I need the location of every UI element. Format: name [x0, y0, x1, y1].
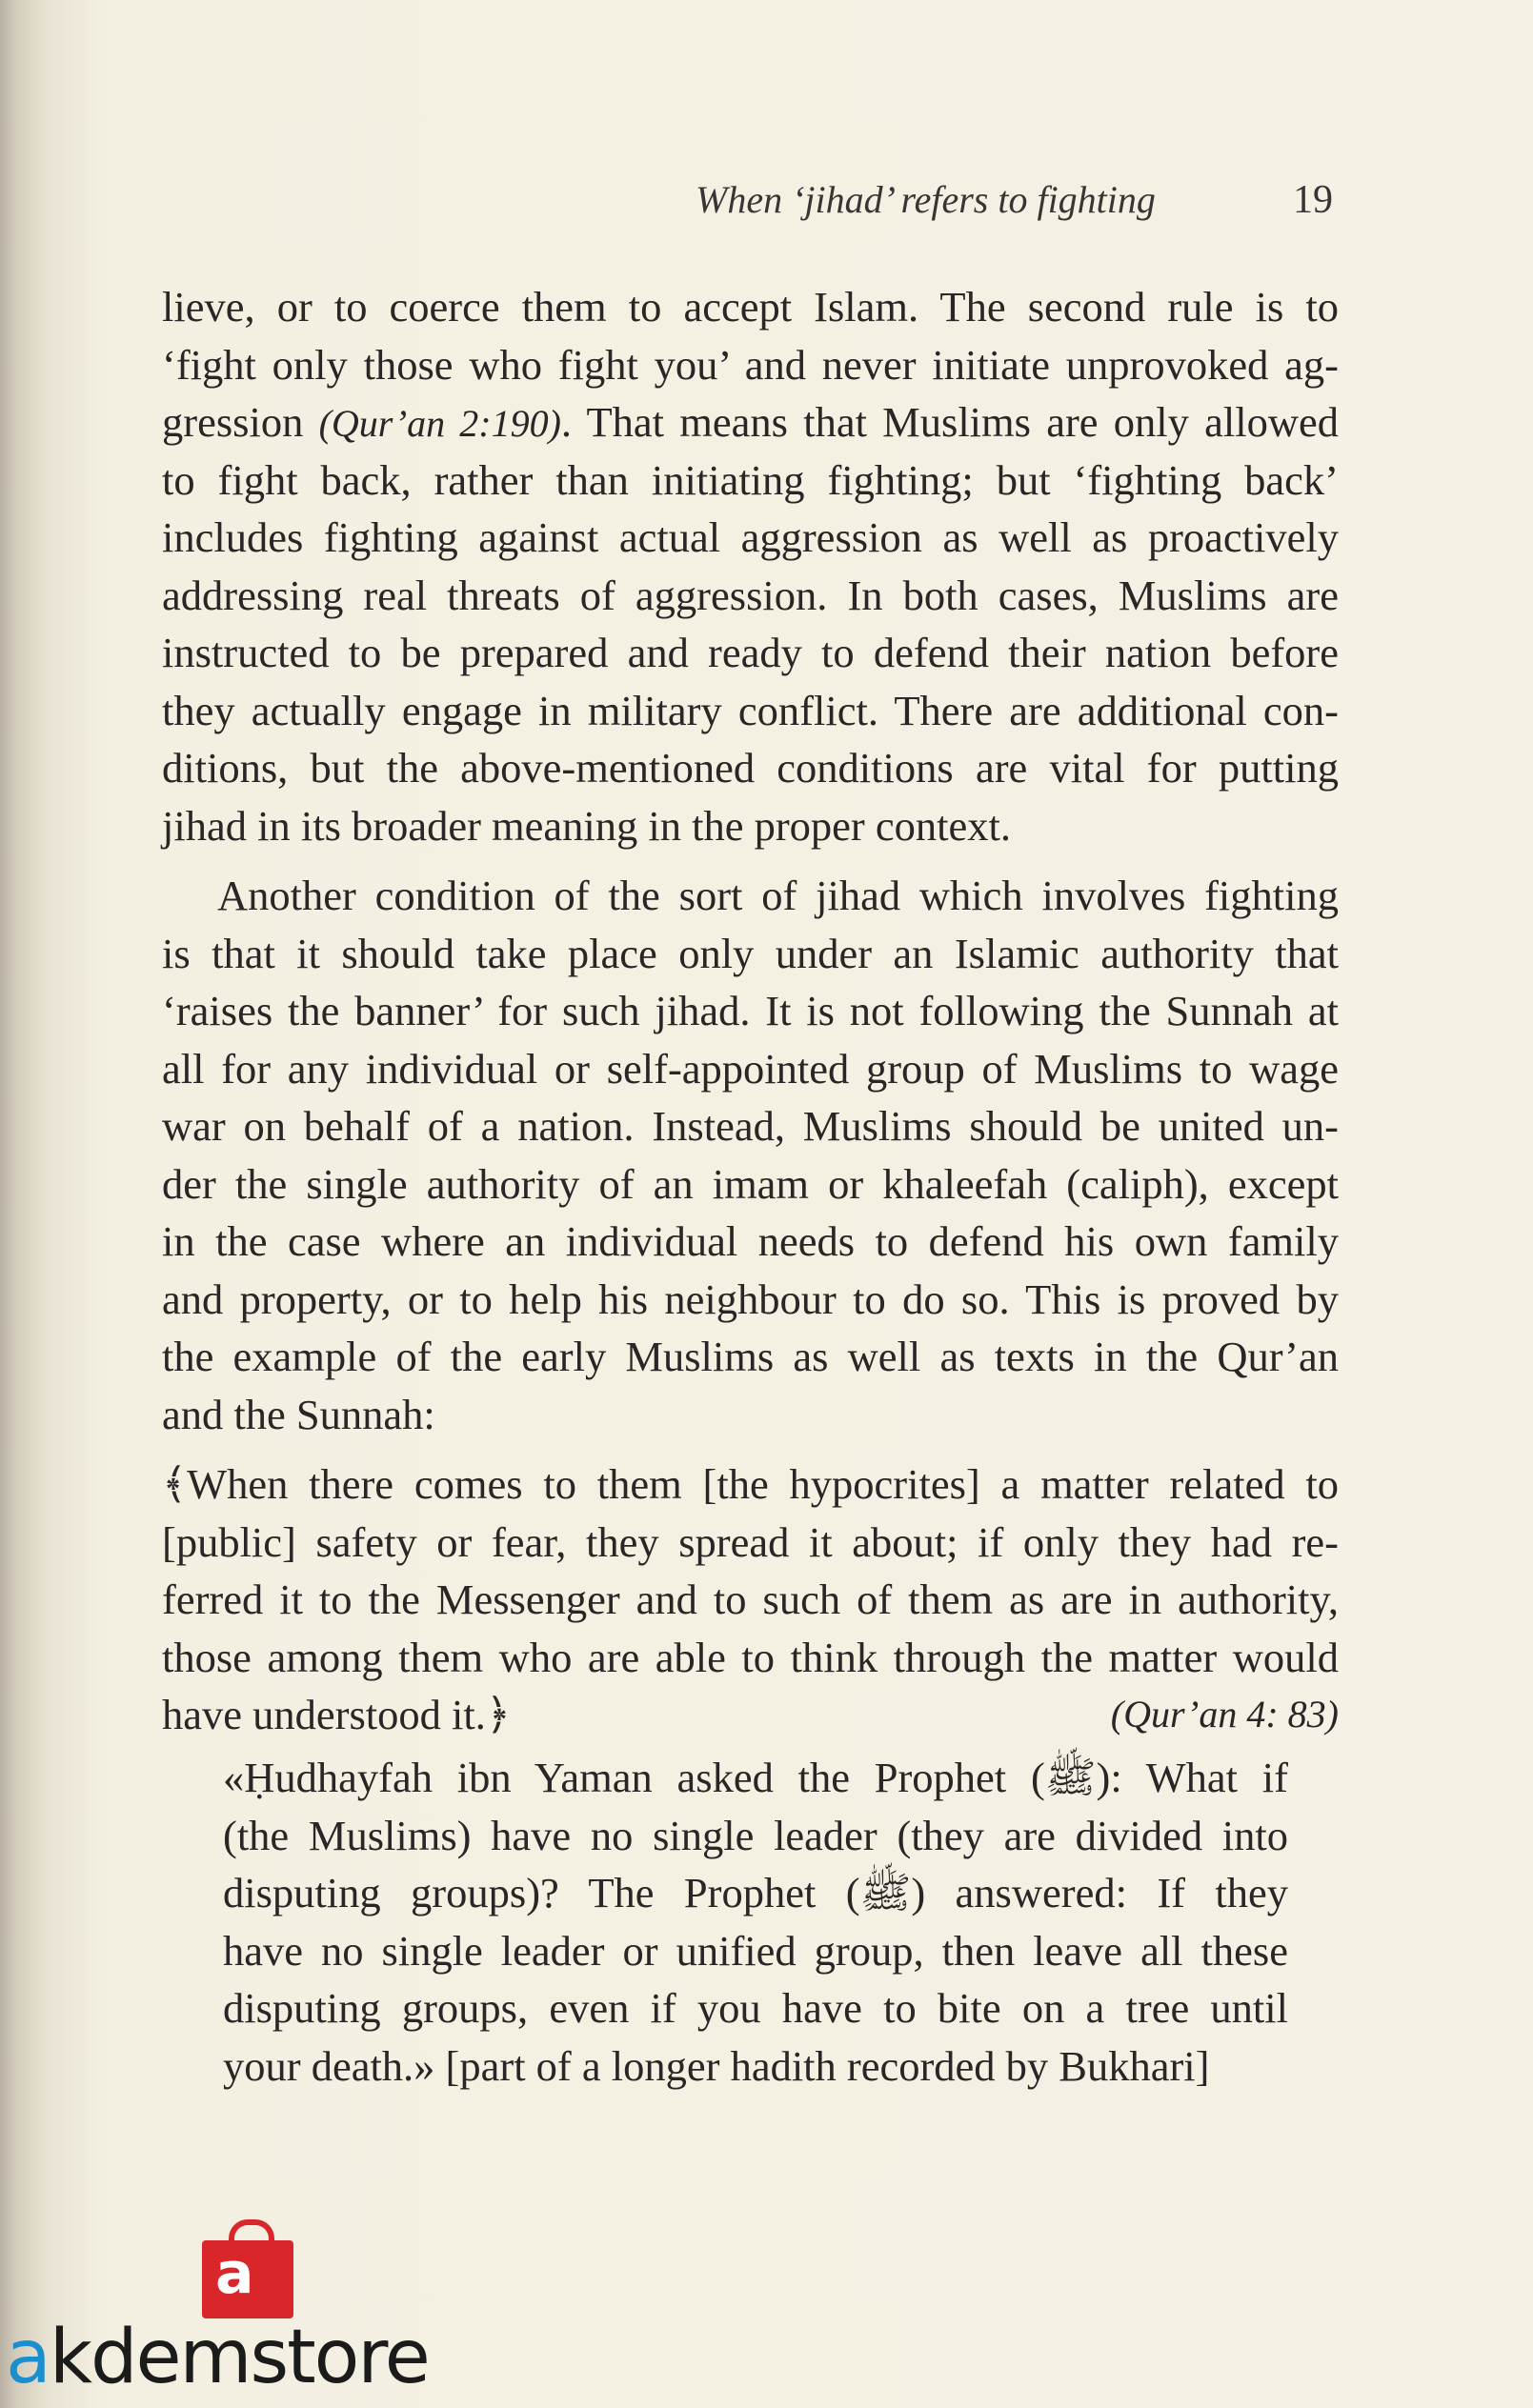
text-line: and property, or to help his neighbour to do so. This is proved by [162, 1274, 1339, 1323]
quran-quote-line: ferred it to the Messenger and to such of them as are in authority, [162, 1575, 1339, 1623]
quran-quote-line: [public] safety or fear, they spread it about; if only they had re- [162, 1517, 1339, 1566]
akdemstore-logo [0, 2210, 514, 2408]
text-line: jihad in its broader meaning in the proper context. [162, 801, 1011, 850]
quran-quote-line: those among them who are able to think through the matter would [162, 1633, 1339, 1681]
quran-quote-line: ﴾When there comes to them [the hypocrites] a matter related to [162, 1460, 1339, 1508]
hadith-quote [223, 1749, 1288, 2095]
inline-citation: (Qur’an 2:190) [318, 402, 561, 445]
page-number: 19 [1293, 178, 1333, 222]
shopping-bag-icon: a [202, 2219, 293, 2318]
text-line: lieve, or to coerce them to accept Islam. The second rule is to [162, 283, 1339, 331]
text-line: is that it should take place only under an Islamic authority that [162, 929, 1339, 977]
running-head [0, 177, 1533, 234]
text-line: Another condition of the sort of jihad which involves fighting [217, 872, 1339, 919]
text-line: includes fighting against actual aggression as well as proactively [162, 513, 1339, 561]
text-line: and the Sunnah: [162, 1390, 435, 1438]
quran-citation: (Qur’an 4: 83) [1110, 1693, 1339, 1736]
hadith-line: have no single leader or unified group, then leave all these [223, 1926, 1288, 1975]
text-line: ‘raises the banner’ for such jihad. It is not following the Sunnah at [162, 987, 1339, 1034]
text-line: instructed to be prepared and ready to defend their nation before [162, 629, 1339, 676]
hadith-line: «Ḥudhayfah ibn Yaman asked the Prophet (ﷺ): What if [223, 1754, 1288, 1801]
text-line: ditions, but the above-mentioned conditions are vital for putting [162, 744, 1339, 792]
text-line: der the single authority of an imam or khaleefah (caliph), except [162, 1159, 1339, 1208]
text-line: they actually engage in military conflict. There are additional con- [162, 686, 1339, 734]
brand-wordmark: akdemstore [6, 2315, 429, 2400]
running-title: When ‘jihad’ refers to fighting [696, 178, 1156, 221]
text-line: war on behalf of a nation. Instead, Muslims should be united un- [162, 1102, 1339, 1150]
hadith-line: disputing groups)? The Prophet (ﷺ) answered: If they [223, 1869, 1288, 1916]
hadith-line: disputing groups, even if you have to bite on a tree until [223, 1984, 1288, 2032]
body-text [162, 278, 1339, 1744]
text-line: all for any individual or self-appointed group of Muslims to wage [162, 1044, 1339, 1093]
text-line: to fight back, rather than initiating fighting; but ‘fighting back’ [162, 455, 1339, 504]
text-line: addressing real threats of aggression. In both cases, Muslims are [162, 571, 1339, 619]
text-line: gression (Qur’an 2:190). That means that Muslims are only allowed [162, 398, 1340, 446]
text-line: ‘fight only those who fight you’ and never initiate unprovoked ag- [162, 340, 1339, 389]
hadith-line: your death.» [part of a longer hadith recorded by Bukhari] [223, 2041, 1210, 2090]
hadith-line: (the Muslims) have no single leader (they are divided into [223, 1811, 1288, 1859]
text-line: in the case where an individual needs to defend his own family [162, 1217, 1339, 1265]
text-line: the example of the early Muslims as well as texts in the Qur’an [162, 1333, 1339, 1380]
quran-quote-line: have understood it.﴿ (Qur’an 4: 83) [162, 1686, 1339, 1744]
